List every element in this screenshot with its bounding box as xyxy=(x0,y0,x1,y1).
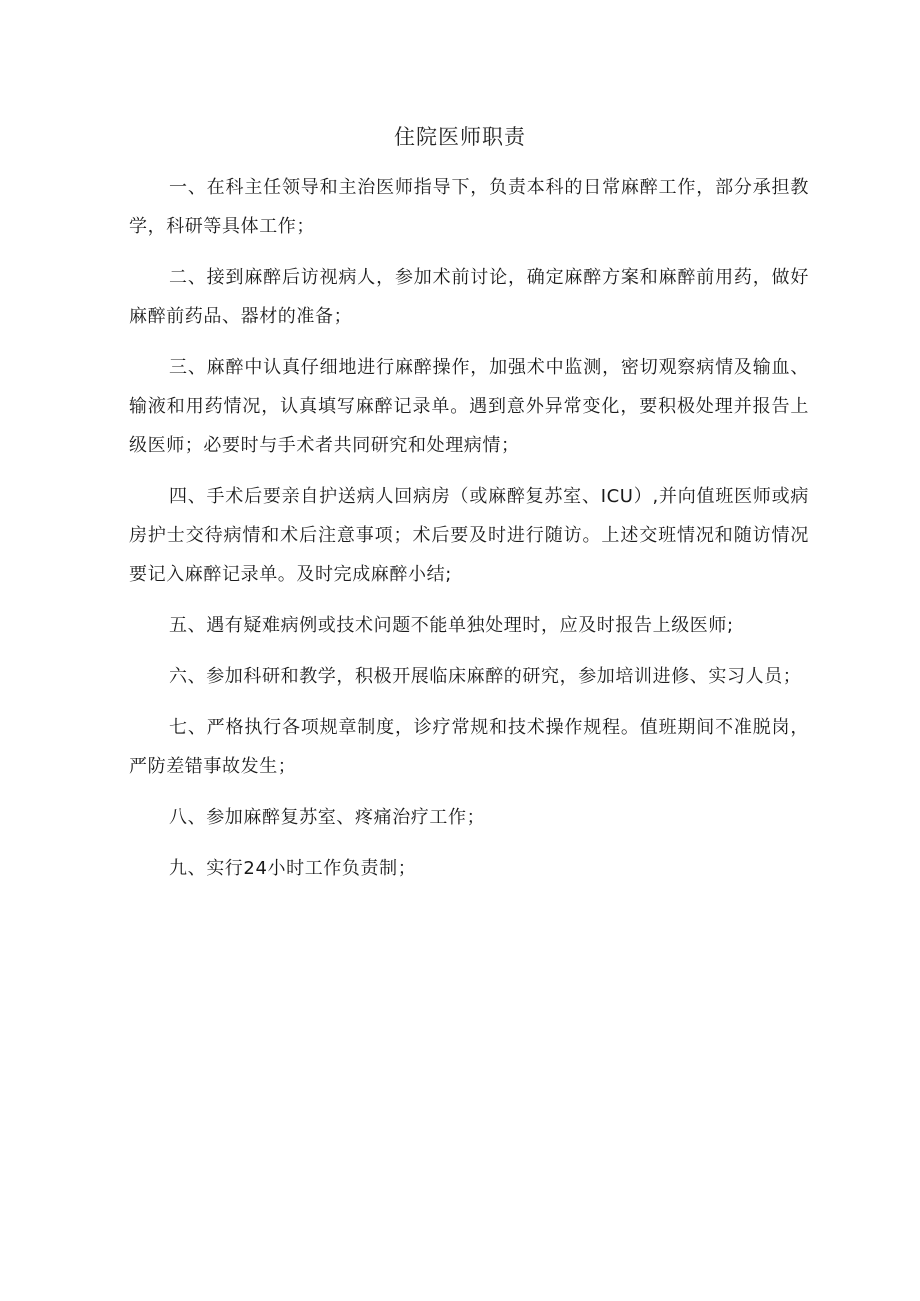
duty-paragraph-5: 五、遇有疑难病例或技术问题不能单独处理时，应及时报告上级医师; xyxy=(169,615,734,636)
document-title: 住院医师职责 xyxy=(394,125,526,149)
duty-paragraph-2: 二、接到麻醉后访视病人，参加术前讨论，确定麻醉方案和麻醉前用药，做好麻醉前药品、器材的准备； xyxy=(129,267,809,327)
duty-paragraph-7: 七、严格执行各项规章制度，诊疗常规和技术操作规程。值班期间不准脱岗，严防差错事故发生； xyxy=(129,717,809,777)
duty-paragraph-9: 九、实行24小时工作负责制； xyxy=(169,858,417,879)
document-body xyxy=(129,168,809,900)
duty-paragraph-3: 三、麻醉中认真仔细地进行麻醉操作，加强术中监测，密切观察病情及输血、输液和用药情况，认真填写麻醉记录单。遇到意外异常变化，要积极处理并报告上级医师；必要时与手术者共同研究和处理病情； xyxy=(129,357,809,456)
duty-paragraph-8: 八、参加麻醉复苏室、疼痛治疗工作； xyxy=(169,807,486,828)
duty-paragraph-6: 六、参加科研和教学，积极开展临床麻醉的研究，参加培训进修、实习人员； xyxy=(169,666,802,687)
duty-paragraph-1: 一、在科主任领导和主治医师指导下，负责本科的日常麻醉工作，部分承担教学，科研等具体工作； xyxy=(129,177,809,237)
duty-paragraph-4: 四、手术后要亲自护送病人回病房（或麻醉复苏室、ICU）,并向值班医师或病房护士交待病情和术后注意事项；术后要及时进行随访。上述交班情况和随访情况要记入麻醉记录单。及时完成麻醉小结; xyxy=(129,486,809,585)
